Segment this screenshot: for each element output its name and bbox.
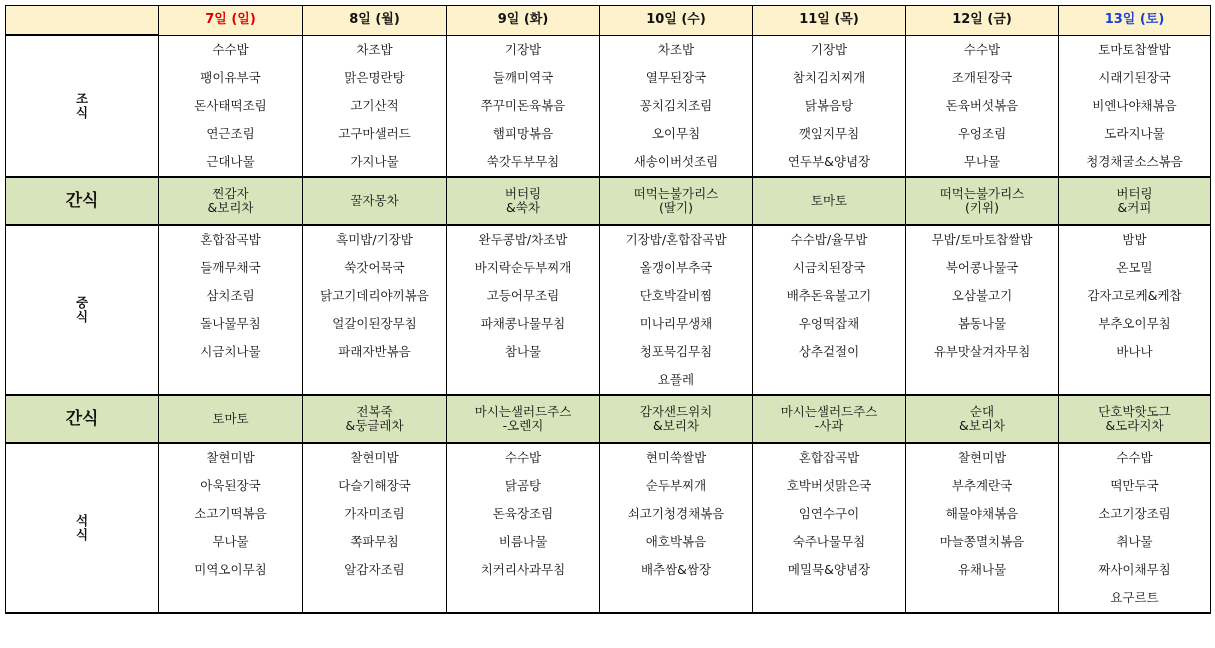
- menu-item: 호박버섯맑은국: [753, 472, 906, 500]
- menu-item: 감자고로케&케찹: [1059, 282, 1211, 310]
- menu-item: 찰현미밥: [159, 443, 303, 472]
- menu-item: 바나나: [1059, 338, 1211, 366]
- meal-label: [6, 225, 159, 395]
- snack-item: [159, 395, 303, 443]
- menu-item: 수수밥: [159, 35, 303, 64]
- day-header-5: 12일 (금): [906, 6, 1059, 36]
- menu-item: 돌나물무침: [159, 310, 303, 338]
- menu-item: 알감자조림: [303, 556, 447, 584]
- menu-item: 삼치조림: [159, 282, 303, 310]
- menu-item: 아욱된장국: [159, 472, 303, 500]
- day-header-6: 13일 (토): [1059, 6, 1211, 36]
- menu-item: 배추돈육불고기: [753, 282, 906, 310]
- snack-item-text: 버터링 &커피: [1116, 185, 1153, 215]
- snack-item: [906, 177, 1059, 225]
- menu-item: 요구르트: [1059, 584, 1211, 613]
- snack-item: [1059, 395, 1211, 443]
- snack-row: [6, 395, 1211, 443]
- menu-item: 파래자반볶음: [303, 338, 447, 366]
- menu-item: 차조밥: [303, 35, 447, 64]
- menu-item: 봄동나물: [906, 310, 1059, 338]
- menu-item: 요플레: [600, 366, 753, 395]
- snack-label: 간식: [6, 395, 159, 443]
- menu-item: 치커리사과무침: [447, 556, 600, 584]
- menu-item: 연근조림: [159, 120, 303, 148]
- day-header-3: 10일 (수): [600, 6, 753, 36]
- menu-item: 올갱이부추국: [600, 254, 753, 282]
- meal-row: [6, 310, 1211, 338]
- menu-item: 닭곰탕: [447, 472, 600, 500]
- menu-item: 돈사태떡조림: [159, 92, 303, 120]
- menu-item: 쑥갓두부무침: [447, 148, 600, 177]
- snack-item: [159, 177, 303, 225]
- menu-item: 참치김치찌개: [753, 64, 906, 92]
- header-row: [6, 6, 1211, 36]
- meal-row: [6, 282, 1211, 310]
- menu-item: 다슬기해장국: [303, 472, 447, 500]
- menu-item: 돈육장조림: [447, 500, 600, 528]
- menu-item: 쇠고기청경채볶음: [600, 500, 753, 528]
- menu-item: 깻잎지무침: [753, 120, 906, 148]
- meal-label-char: 중: [75, 294, 89, 310]
- menu-item: 부추계란국: [906, 472, 1059, 500]
- menu-item: 현미쑥쌀밥: [600, 443, 753, 472]
- menu-item: 들깨무채국: [159, 254, 303, 282]
- snack-item-text: 순대 &보리차: [959, 403, 1005, 433]
- menu-item: 취나물: [1059, 528, 1211, 556]
- menu-item: 미나리무생채: [600, 310, 753, 338]
- meal-row: [6, 64, 1211, 92]
- menu-item: 수수밥: [906, 35, 1059, 64]
- snack-item-text: 토마토: [810, 192, 848, 208]
- meal-label-char: 조: [75, 90, 89, 106]
- menu-item: 수수밥: [447, 443, 600, 472]
- day-header-2: 9일 (화): [447, 6, 600, 36]
- meal-row: [6, 254, 1211, 282]
- meal-label-char: 식: [75, 104, 89, 120]
- menu-item: [600, 584, 753, 613]
- menu-item: 온모밀: [1059, 254, 1211, 282]
- snack-item: [753, 177, 906, 225]
- menu-item: 오삼불고기: [906, 282, 1059, 310]
- menu-item: 무밥/토마토찹쌀밥: [906, 225, 1059, 254]
- snack-label: 간식: [6, 177, 159, 225]
- menu-item: 짜사이채무침: [1059, 556, 1211, 584]
- menu-item: 돈육버섯볶음: [906, 92, 1059, 120]
- menu-item: 꽁치김치조림: [600, 92, 753, 120]
- menu-item: 밤밥: [1059, 225, 1211, 254]
- meal-row: [6, 148, 1211, 177]
- menu-item: 청포묵김무침: [600, 338, 753, 366]
- menu-item: 미역오이무침: [159, 556, 303, 584]
- meal-row: [6, 528, 1211, 556]
- menu-item: 팽이유부국: [159, 64, 303, 92]
- snack-item-text: 버터링 &쑥차: [504, 185, 542, 215]
- menu-item: 메밀묵&양념장: [753, 556, 906, 584]
- menu-item: 무나물: [159, 528, 303, 556]
- meal-row: [6, 120, 1211, 148]
- menu-item: 유채나물: [906, 556, 1059, 584]
- meal-label: [6, 443, 159, 613]
- menu-item: 차조밥: [600, 35, 753, 64]
- menu-item: 상추겉절이: [753, 338, 906, 366]
- menu-item: 배추쌈&쌈장: [600, 556, 753, 584]
- menu-item: 바지락순두부찌개: [447, 254, 600, 282]
- menu-item: 유부맛살겨자무침: [906, 338, 1059, 366]
- snack-item-text: 토마토: [212, 410, 249, 426]
- snack-item-text: 찐감자 &보리차: [207, 185, 254, 215]
- meal-row: [6, 443, 1211, 472]
- menu-item: 북어콩나물국: [906, 254, 1059, 282]
- snack-item-text: 단호박핫도그 &도라지차: [1098, 403, 1171, 433]
- menu-item: 흑미밥/기장밥: [303, 225, 447, 254]
- menu-item: 단호박갈비찜: [600, 282, 753, 310]
- day-header-4: 11일 (목): [753, 6, 906, 36]
- menu-item: 햄피망볶음: [447, 120, 600, 148]
- menu-item: 들깨미역국: [447, 64, 600, 92]
- menu-item: 찰현미밥: [906, 443, 1059, 472]
- meal-row: [6, 338, 1211, 366]
- menu-item: 쭈꾸미돈육볶음: [447, 92, 600, 120]
- menu-item: [159, 366, 303, 395]
- snack-item: [447, 395, 600, 443]
- menu-item: 임연수구이: [753, 500, 906, 528]
- menu-item: 부추오이무침: [1059, 310, 1211, 338]
- meal-row: [6, 472, 1211, 500]
- snack-item: [303, 177, 447, 225]
- menu-item: 마늘쫑멸치볶음: [906, 528, 1059, 556]
- menu-body: [6, 35, 1211, 613]
- day-header-0: 7일 (일): [159, 6, 303, 36]
- menu-item: 조개된장국: [906, 64, 1059, 92]
- menu-item: 시금치된장국: [753, 254, 906, 282]
- snack-row: [6, 177, 1211, 225]
- menu-item: 닭볶음탕: [753, 92, 906, 120]
- menu-item: [906, 366, 1059, 395]
- menu-item: 닭고기데리야끼볶음: [303, 282, 447, 310]
- menu-item: 기장밥: [447, 35, 600, 64]
- meal-row: [6, 556, 1211, 584]
- menu-item: 기장밥/혼합잡곡밥: [600, 225, 753, 254]
- meal-row: [6, 366, 1211, 395]
- menu-item: 근대나물: [159, 148, 303, 177]
- menu-item: 소고기장조림: [1059, 500, 1211, 528]
- menu-item: [303, 366, 447, 395]
- snack-item-text: 마시는샐러드주스 -오렌지: [474, 403, 572, 433]
- snack-item: [447, 177, 600, 225]
- menu-item: 우엉조림: [906, 120, 1059, 148]
- menu-item: 청경채굴소스볶음: [1059, 148, 1211, 177]
- menu-item: [447, 366, 600, 395]
- corner-cell: [6, 6, 159, 36]
- menu-item: 혼합잡곡밥: [159, 225, 303, 254]
- menu-item: 혼합잡곡밥: [753, 443, 906, 472]
- snack-item: [1059, 177, 1211, 225]
- meal-row: [6, 92, 1211, 120]
- menu-item: 시금치나물: [159, 338, 303, 366]
- menu-item: 파채콩나물무침: [447, 310, 600, 338]
- snack-item: [906, 395, 1059, 443]
- menu-item: 숙주나물무침: [753, 528, 906, 556]
- menu-item: 기장밥: [753, 35, 906, 64]
- snack-item: [600, 177, 753, 225]
- menu-item: 가지나물: [303, 148, 447, 177]
- menu-item: 시래기된장국: [1059, 64, 1211, 92]
- menu-item: 완두콩밥/차조밥: [447, 225, 600, 254]
- menu-item: [753, 366, 906, 395]
- snack-item: [600, 395, 753, 443]
- meal-label: [6, 35, 159, 177]
- menu-item: 쪽파무침: [303, 528, 447, 556]
- menu-item: 새송이버섯조림: [600, 148, 753, 177]
- menu-item: 참나물: [447, 338, 600, 366]
- menu-item: [447, 584, 600, 613]
- meal-row: [6, 500, 1211, 528]
- menu-item: 도라지나물: [1059, 120, 1211, 148]
- menu-item: 얼갈이된장무침: [303, 310, 447, 338]
- menu-item: 가자미조림: [303, 500, 447, 528]
- menu-item: 수수밥: [1059, 443, 1211, 472]
- menu-item: 비엔나야채볶음: [1059, 92, 1211, 120]
- menu-item: 애호박볶음: [600, 528, 753, 556]
- menu-item: 오이무침: [600, 120, 753, 148]
- meal-row: [6, 225, 1211, 254]
- meal-label-char: 석: [75, 512, 89, 528]
- meal-label-char: 식: [75, 308, 89, 324]
- meal-row: [6, 584, 1211, 613]
- snack-item: [753, 395, 906, 443]
- snack-item-text: 전복죽 &둥글레차: [345, 403, 404, 433]
- menu-item: 비름나물: [447, 528, 600, 556]
- menu-item: 해물야채볶음: [906, 500, 1059, 528]
- menu-item: 고구마샐러드: [303, 120, 447, 148]
- menu-item: [906, 584, 1059, 613]
- meal-label-char: 식: [75, 526, 89, 542]
- snack-item: [303, 395, 447, 443]
- menu-item: [1059, 366, 1211, 395]
- snack-item-text: 떠먹는불가리스 (키위): [939, 185, 1025, 215]
- weekly-menu-table: [5, 5, 1211, 614]
- menu-item: 맑은명란탕: [303, 64, 447, 92]
- menu-item: [159, 584, 303, 613]
- menu-item: [753, 584, 906, 613]
- menu-item: 토마토찹쌀밥: [1059, 35, 1211, 64]
- menu-item: 고기산적: [303, 92, 447, 120]
- day-header-1: 8일 (월): [303, 6, 447, 36]
- menu-item: 수수밥/율무밥: [753, 225, 906, 254]
- menu-item: [303, 584, 447, 613]
- snack-item-text: 꿀자몽차: [350, 192, 399, 208]
- menu-item: 찰현미밥: [303, 443, 447, 472]
- menu-item: 순두부찌개: [600, 472, 753, 500]
- menu-item: 떡만두국: [1059, 472, 1211, 500]
- snack-item-text: 감자샌드위치 &보리차: [639, 403, 713, 433]
- menu-item: 쑥갓어묵국: [303, 254, 447, 282]
- menu-item: 소고기떡볶음: [159, 500, 303, 528]
- snack-item-text: 마시는샐러드주스 -사과: [780, 403, 878, 433]
- menu-item: 연두부&양념장: [753, 148, 906, 177]
- menu-item: 무나물: [906, 148, 1059, 177]
- menu-item: 열무된장국: [600, 64, 753, 92]
- menu-item: 우엉떡잡채: [753, 310, 906, 338]
- snack-item-text: 떠먹는불가리스 (딸기): [633, 185, 719, 215]
- menu-item: 고등어무조림: [447, 282, 600, 310]
- meal-row: [6, 35, 1211, 64]
